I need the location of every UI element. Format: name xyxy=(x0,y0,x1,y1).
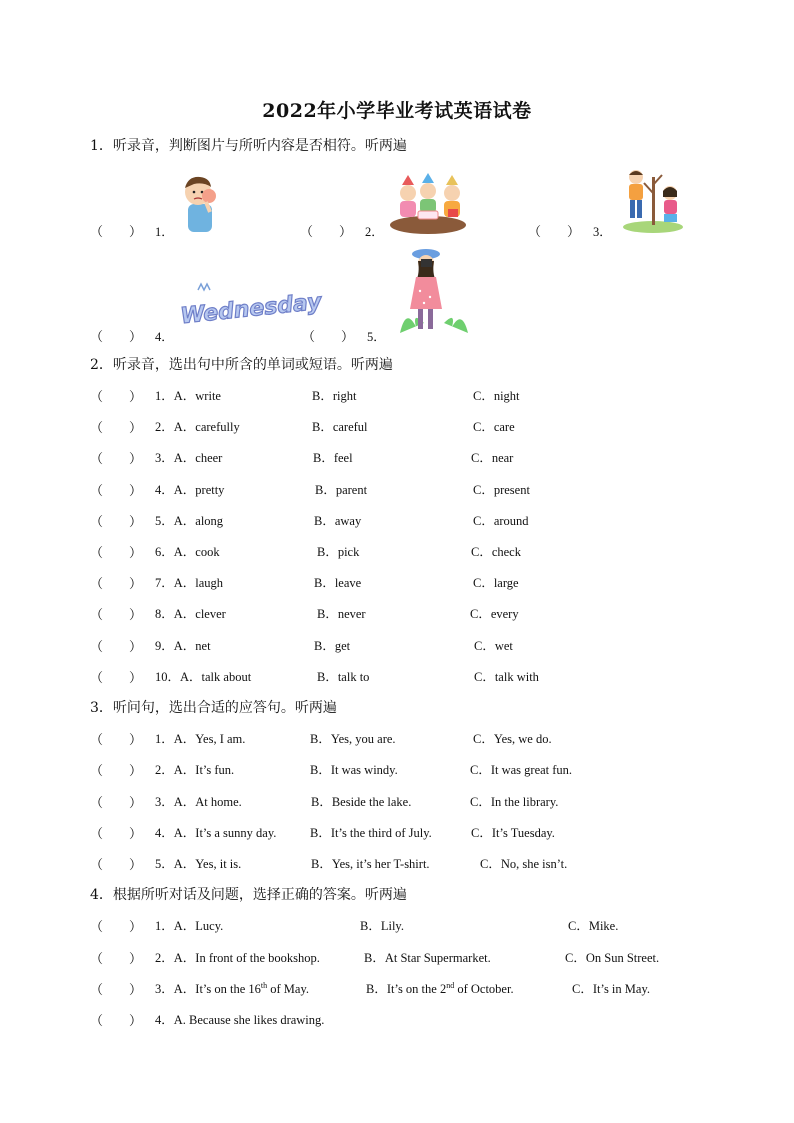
birthday-party-image xyxy=(388,175,468,235)
option-c: C．On Sun Street. xyxy=(565,951,660,965)
option-c: C．around xyxy=(473,514,529,528)
option-b: B．pick xyxy=(317,545,360,559)
option-b: B．Beside the lake. xyxy=(311,795,412,809)
answer-blank[interactable]: （ ） xyxy=(90,483,143,498)
option-c: C．talk with xyxy=(474,670,539,684)
answer-blank[interactable]: （ ） xyxy=(90,763,143,778)
option-a: 9．A．net xyxy=(155,639,211,653)
option-b: B．careful xyxy=(312,420,368,434)
option-c: C．In the library. xyxy=(470,795,559,809)
option-b: B．parent xyxy=(315,483,368,497)
option-a: 3．A．It’s on the 16th of May. xyxy=(155,980,310,996)
answer-blank[interactable]: （ ） xyxy=(528,224,581,239)
answer-blank[interactable]: （ ） xyxy=(90,795,143,810)
section-3-heading: 3．听问句，选出合适的应答句。听两遍 xyxy=(90,700,337,716)
option-c: C．night xyxy=(473,389,520,403)
answer-blank[interactable]: （ ） xyxy=(90,420,143,435)
option-c: C．wet xyxy=(474,639,513,653)
option-a: 4．A．pretty xyxy=(155,483,225,497)
option-b: B．It was windy. xyxy=(310,763,398,777)
page-title: 2022年小学毕业考试英语试卷 xyxy=(262,100,532,122)
answer-blank[interactable]: （ ） xyxy=(300,224,353,239)
option-b: B．Yes, it’s her T-shirt. xyxy=(311,857,430,871)
answer-blank[interactable]: （ ） xyxy=(90,732,143,747)
section-4-heading: 4．根据所听对话及问题，选择正确的答案。听两遍 xyxy=(90,887,407,903)
section-1-heading: 1．听录音，判断图片与所听内容是否相符。听两遍 xyxy=(90,138,407,154)
option-a: 4．A. Because she likes drawing. xyxy=(155,1013,325,1027)
item-number: 4． xyxy=(155,330,174,344)
option-c: C．Yes, we do. xyxy=(473,732,552,746)
option-c: C．care xyxy=(473,420,515,434)
option-a: 2．A．In front of the bookshop. xyxy=(155,951,320,965)
option-b: B．At Star Supermarket. xyxy=(364,951,491,965)
option-c: C．No, she isn’t. xyxy=(480,857,568,871)
answer-blank[interactable]: （ ） xyxy=(90,545,143,560)
option-a: 1．A．Yes, I am. xyxy=(155,732,246,746)
option-c: C．It’s Tuesday. xyxy=(471,826,555,840)
option-c: C．It’s in May. xyxy=(572,982,651,996)
option-c: C．Mike. xyxy=(568,919,619,933)
option-c: C．It was great fun. xyxy=(470,763,573,777)
answer-blank[interactable]: （ ） xyxy=(90,857,143,872)
option-c: C．check xyxy=(471,545,521,559)
option-c: C．near xyxy=(471,451,514,465)
item-number: 1． xyxy=(155,225,174,239)
option-b: B．Yes, you are. xyxy=(310,732,396,746)
answer-blank[interactable]: （ ） xyxy=(90,224,143,239)
answer-blank[interactable]: （ ） xyxy=(90,1013,143,1028)
option-c: C．present xyxy=(473,483,530,497)
option-a: 1．A．Lucy. xyxy=(155,919,224,933)
item-number: 3． xyxy=(593,225,612,239)
wednesday-wordart-image xyxy=(176,278,323,330)
option-b: B．feel xyxy=(313,451,353,465)
option-b: B．right xyxy=(312,389,357,403)
answer-blank[interactable]: （ ） xyxy=(90,389,143,404)
option-b: B．It’s on the 2nd of October. xyxy=(366,980,514,996)
answer-blank[interactable]: （ ） xyxy=(90,982,143,997)
option-a: 4．A．It’s a sunny day. xyxy=(155,826,277,840)
option-b: B．It’s the third of July. xyxy=(310,826,432,840)
answer-blank[interactable]: （ ） xyxy=(90,951,143,966)
option-a: 2．A．It’s fun. xyxy=(155,763,235,777)
answer-blank[interactable]: （ ） xyxy=(90,607,143,622)
option-a: 6．A．cook xyxy=(155,545,220,559)
option-a: 2．A．carefully xyxy=(155,420,240,434)
option-a: 3．A．cheer xyxy=(155,451,223,465)
answer-blank[interactable]: （ ） xyxy=(90,514,143,529)
answer-blank[interactable]: （ ） xyxy=(90,670,143,685)
answer-blank[interactable]: （ ） xyxy=(90,639,143,654)
option-a: 5．A．Yes, it is. xyxy=(155,857,242,871)
option-b: B．get xyxy=(314,639,351,653)
option-a: 7．A．laugh xyxy=(155,576,224,590)
section-2-heading: 2．听录音，选出句中所含的单词或短语。听两遍 xyxy=(90,357,393,373)
wednesday-word: Wednesday xyxy=(179,289,323,330)
option-c: C．large xyxy=(473,576,519,590)
option-b: B．talk to xyxy=(317,670,370,684)
option-a: 5．A．along xyxy=(155,514,224,528)
answer-blank[interactable]: （ ） xyxy=(90,826,143,841)
answer-blank[interactable]: （ ） xyxy=(90,451,143,466)
option-a: 1．A．write xyxy=(155,389,221,403)
woman-camera-image xyxy=(396,247,472,339)
option-c: C．every xyxy=(470,607,519,621)
item-number: 2． xyxy=(365,225,384,239)
option-b: B．never xyxy=(317,607,366,621)
option-a: 8．A．clever xyxy=(155,607,226,621)
option-b: B．leave xyxy=(314,576,362,590)
option-a: 10．A．talk about xyxy=(155,670,252,684)
answer-blank[interactable]: （ ） xyxy=(302,329,355,344)
option-a: 3．A．At home. xyxy=(155,795,242,809)
planting-tree-image xyxy=(620,165,686,235)
option-b: B．away xyxy=(314,514,362,528)
item-number: 5． xyxy=(367,330,386,344)
answer-blank[interactable]: （ ） xyxy=(90,576,143,591)
answer-blank[interactable]: （ ） xyxy=(90,329,143,344)
answer-blank[interactable]: （ ） xyxy=(90,919,143,934)
option-b: B．Lily. xyxy=(360,919,404,933)
boy-toothache-image xyxy=(176,172,226,232)
